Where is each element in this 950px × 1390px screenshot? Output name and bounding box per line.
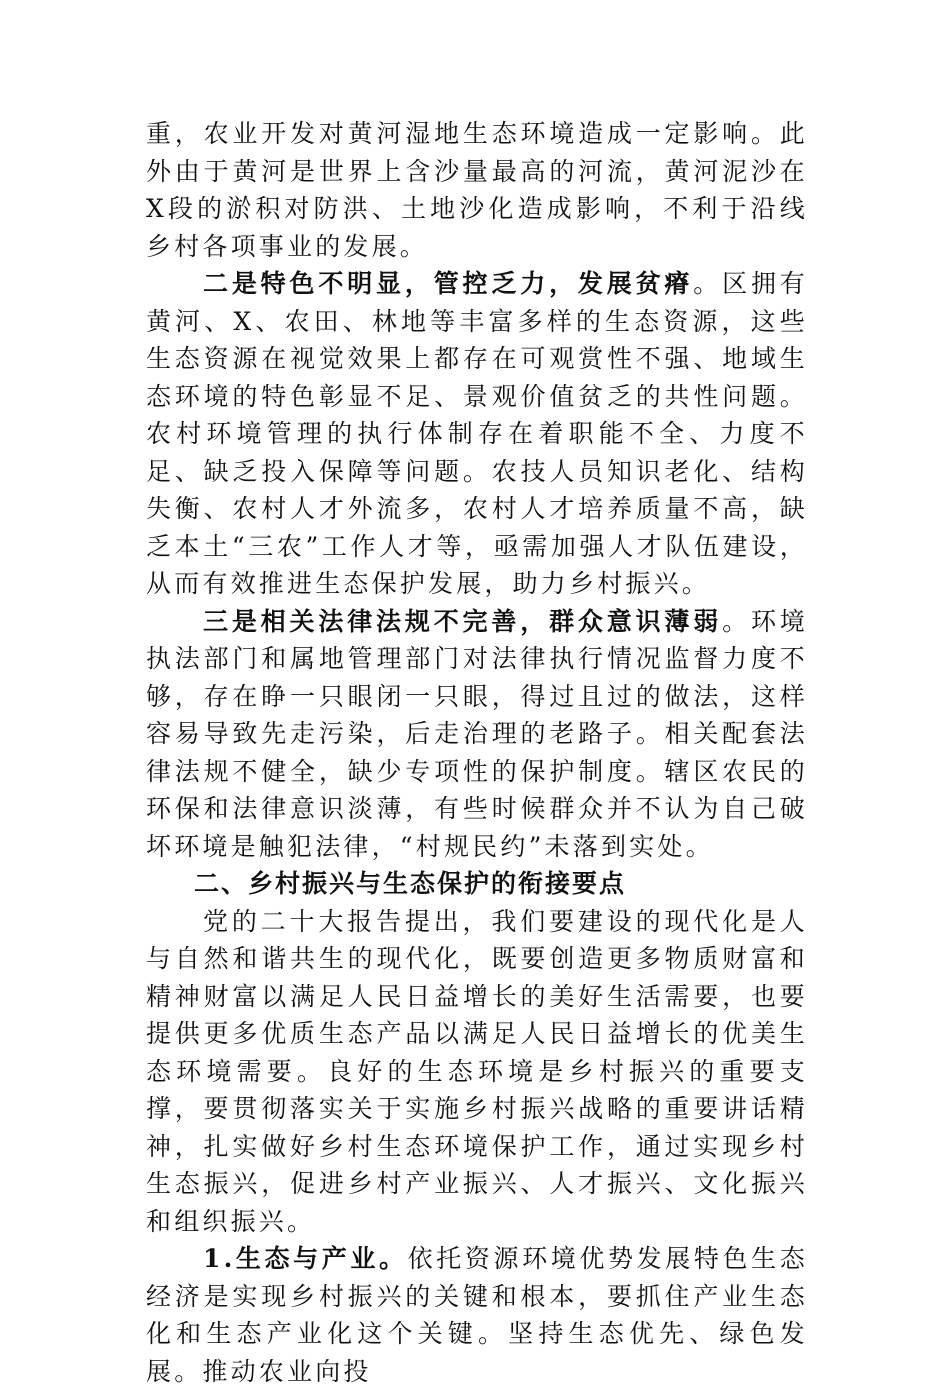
paragraph-continuation: 重，农业开发对黄河湿地生态环境造成一定影响。此外由于黄河是世界上含沙量最高的河流，黄河泥沙在X段的淤积对防洪、土地沙化造成影响，不利于沿线乡村各项事业的发展。 [146,119,808,261]
point-three-lead: 三是相关法律法规不完善，群众意识薄弱 [203,606,723,636]
section-heading: 二、乡村振兴与生态保护的衔接要点 [194,869,627,898]
paragraph-ecology-industry [146,1240,808,1390]
point-two-lead: 二是特色不明显，管控乏力，发展贫瘠 [203,269,694,298]
paragraph-point-two [146,265,808,603]
paragraph-point-three [146,603,808,866]
point-three-body: 。环境执法部门和属地管理部门对法律执行情况监督力度不够，存在睁一只眼闭一只眼，得过且过的做法，这样容易导致先走污染，后走治理的老路子。相关配套法律法规不健全，缺少专项性的保护制度。辖区农民的环保和法律意识淡薄，有些时候群众并不认为自己破坏环境是触犯法律，“村规民约”未落到实处。 [146,606,808,861]
point-two-body: 。区拥有黄河、X、农田、林地等丰富多样的生态资源，这些生态资源在视觉效果上都存在可观赏性不强、地域生态环境的特色彰显不足、景观价值贫乏的共性问题。农村环境管理的执行体制存在着职能不全、力度不足、缺乏投入保障等问题。农技人员知识老化、结构失衡、农村人才外流多，农村人才培养质量不高，缺乏本土“三农”工作人才等，亟需加强人才队伍建设，从而有效推进生态保护发展，助力乡村振兴。 [146,269,808,598]
paragraph-report: 党的二十大报告提出，我们要建设的现代化是人与自然和谐共生的现代化，既要创造更多物质财富和精神财富以满足人民日益增长的美好生活需要，也要提供更多优质生态产品以满足人民日益增长的优美生态环境需要。良好的生态环境是乡村振兴的重要支撑，要贯彻落实关于实施乡村振兴战略的重要讲话精神，扎实做好乡村生态环境保护工作，通过实现乡村生态振兴，促进乡村产业振兴、人才振兴、文化振兴和组织振兴。 [146,906,808,1236]
ecology-industry-body: 依托资源环境优势发展特色生态经济是实现乡村振兴的关键和根本，要抓住产业生态化和生态产业化这个关键。坚持生态优先、绿色发展。推动农业向投 [146,1244,808,1386]
document-body [146,115,808,1390]
ecology-industry-lead: 1.生态与产业。 [203,1244,408,1273]
